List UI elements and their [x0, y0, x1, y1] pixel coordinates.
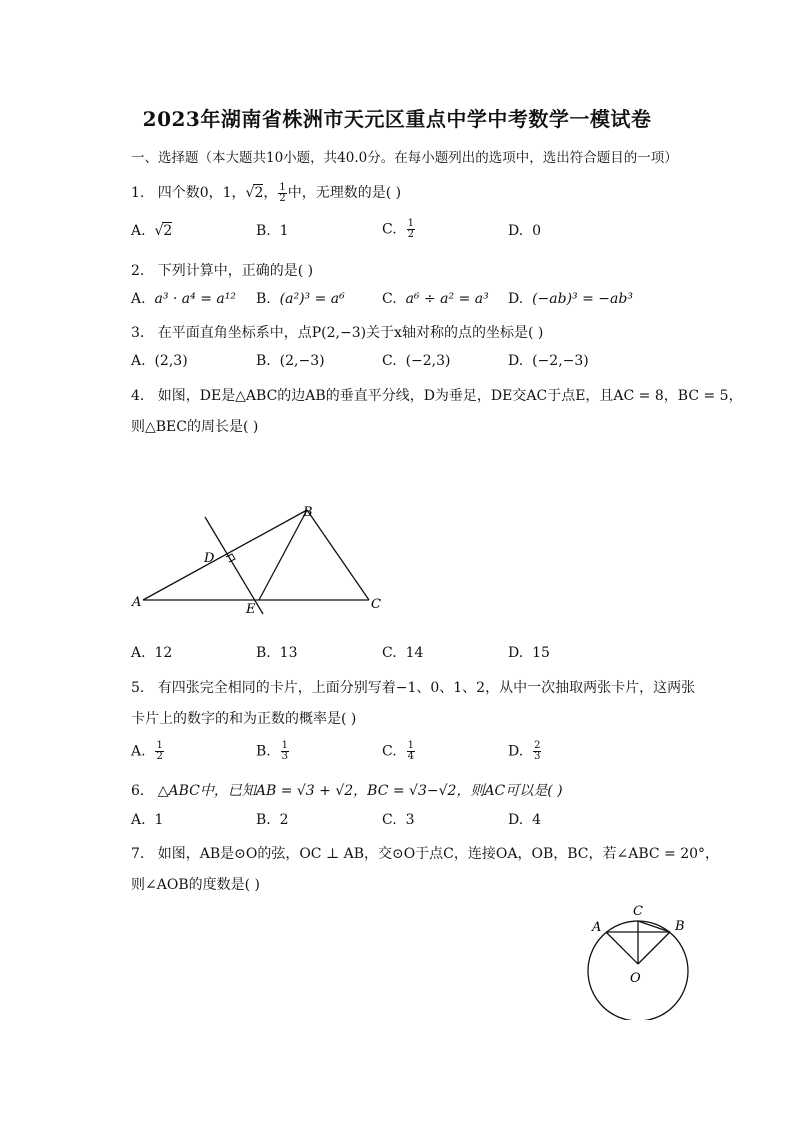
option-d[interactable]: D. (−ab)³ = −ab³ — [508, 291, 633, 307]
segment-oa — [606, 932, 638, 964]
option-c[interactable]: C. $\frac{1}{2}$ — [382, 218, 414, 240]
question-2: 2. 下列计算中，正确的是( ) — [131, 263, 314, 279]
triangle-diagram — [125, 500, 395, 620]
label-a: A — [592, 920, 602, 935]
side-bc — [307, 510, 369, 600]
option-a[interactable]: A. a³ · a⁴ = a¹² — [131, 291, 236, 307]
label-c: C — [633, 904, 643, 919]
option-c[interactable]: C. $\frac{1}{4}$ — [382, 740, 414, 762]
question-4: 4. 如图，DE是△ABC的边AB的垂直平分线，D为垂足，DE交AC于点E，且AC = 8，BC = 5， — [131, 388, 743, 404]
option-a[interactable]: A. (2,3) — [131, 353, 188, 369]
question-number: 1. — [131, 185, 145, 201]
circle-diagram — [580, 900, 700, 1020]
question-4-line2: 则△BEC的周长是( ) — [131, 419, 259, 435]
question-6: 6. △ABC中，已知AB = √3 + √2，BC = √3−√2，则AC可以是( ) — [131, 783, 563, 799]
label-b: B — [675, 919, 685, 934]
option-c[interactable]: C. 3 — [382, 812, 415, 828]
page-title: 2023年湖南省株洲市天元区重点中学中考数学一模试卷 — [142, 107, 652, 131]
option-a[interactable]: A. 12 — [131, 645, 173, 661]
label-o: O — [630, 971, 641, 986]
option-a[interactable]: A. $\frac{1}{2}$ — [131, 740, 163, 762]
question-text: 四个数0，1， — [157, 185, 246, 201]
question-1 — [131, 182, 401, 204]
label-c: C — [371, 597, 381, 612]
question-7: 7. 如图，AB是⊙O的弦，OC ⊥ AB，交⊙O于点C，连接OA，OB，BC，若∠ABC = 20°， — [131, 846, 720, 862]
option-a[interactable]: A. √2 — [131, 223, 173, 239]
option-c[interactable]: C. a⁶ ÷ a² = a³ — [382, 291, 489, 307]
label-b: B — [303, 505, 313, 520]
sqrt-radicand: 2 — [254, 185, 264, 201]
sqrt-symbol: √ — [245, 185, 255, 201]
question-5: 5. 有四张完全相同的卡片，上面分别写着−1、0、1、2，从中一次抽取两张卡片，这两张 — [131, 680, 696, 696]
question-7-line2: 则∠AOB的度数是( ) — [131, 877, 260, 893]
option-b[interactable]: B. 1 — [256, 223, 289, 239]
question-text-end: 中，无理数的是( ) — [287, 185, 402, 201]
fraction: $\frac{1}{2}$ — [279, 181, 286, 204]
option-a[interactable]: A. 1 — [131, 812, 164, 828]
label-d: D — [204, 551, 215, 566]
option-d[interactable]: D. $\frac{2}{3}$ — [508, 740, 541, 762]
option-c[interactable]: C. 14 — [382, 645, 424, 661]
option-d[interactable]: D. (−2,−3) — [508, 353, 589, 369]
question-5-line2: 卡片上的数字的和为正数的概率是( ) — [131, 711, 357, 727]
segment-bc — [638, 921, 670, 932]
option-b[interactable]: B. (2,−3) — [256, 353, 325, 369]
section-heading: 一、选择题（本大题共10小题，共40.0分。在每小题列出的选项中，选出符合题目的一项） — [131, 150, 678, 166]
option-d[interactable]: D. 0 — [508, 223, 542, 239]
label-e: E — [246, 602, 256, 617]
question-3: 3. 在平面直角坐标系中，点P(2,−3)关于x轴对称的点的坐标是( ) — [131, 325, 544, 341]
option-b[interactable]: B. 2 — [256, 812, 289, 828]
label-a: A — [132, 595, 142, 610]
option-c[interactable]: C. (−2,3) — [382, 353, 451, 369]
option-d[interactable]: D. 4 — [508, 812, 542, 828]
option-d[interactable]: D. 15 — [508, 645, 550, 661]
option-b[interactable]: B. $\frac{1}{3}$ — [256, 740, 289, 762]
separator: ， — [263, 185, 278, 201]
segment-ob — [638, 932, 670, 964]
option-b[interactable]: B. (a²)³ = a⁶ — [256, 291, 345, 307]
option-b[interactable]: B. 13 — [256, 645, 298, 661]
